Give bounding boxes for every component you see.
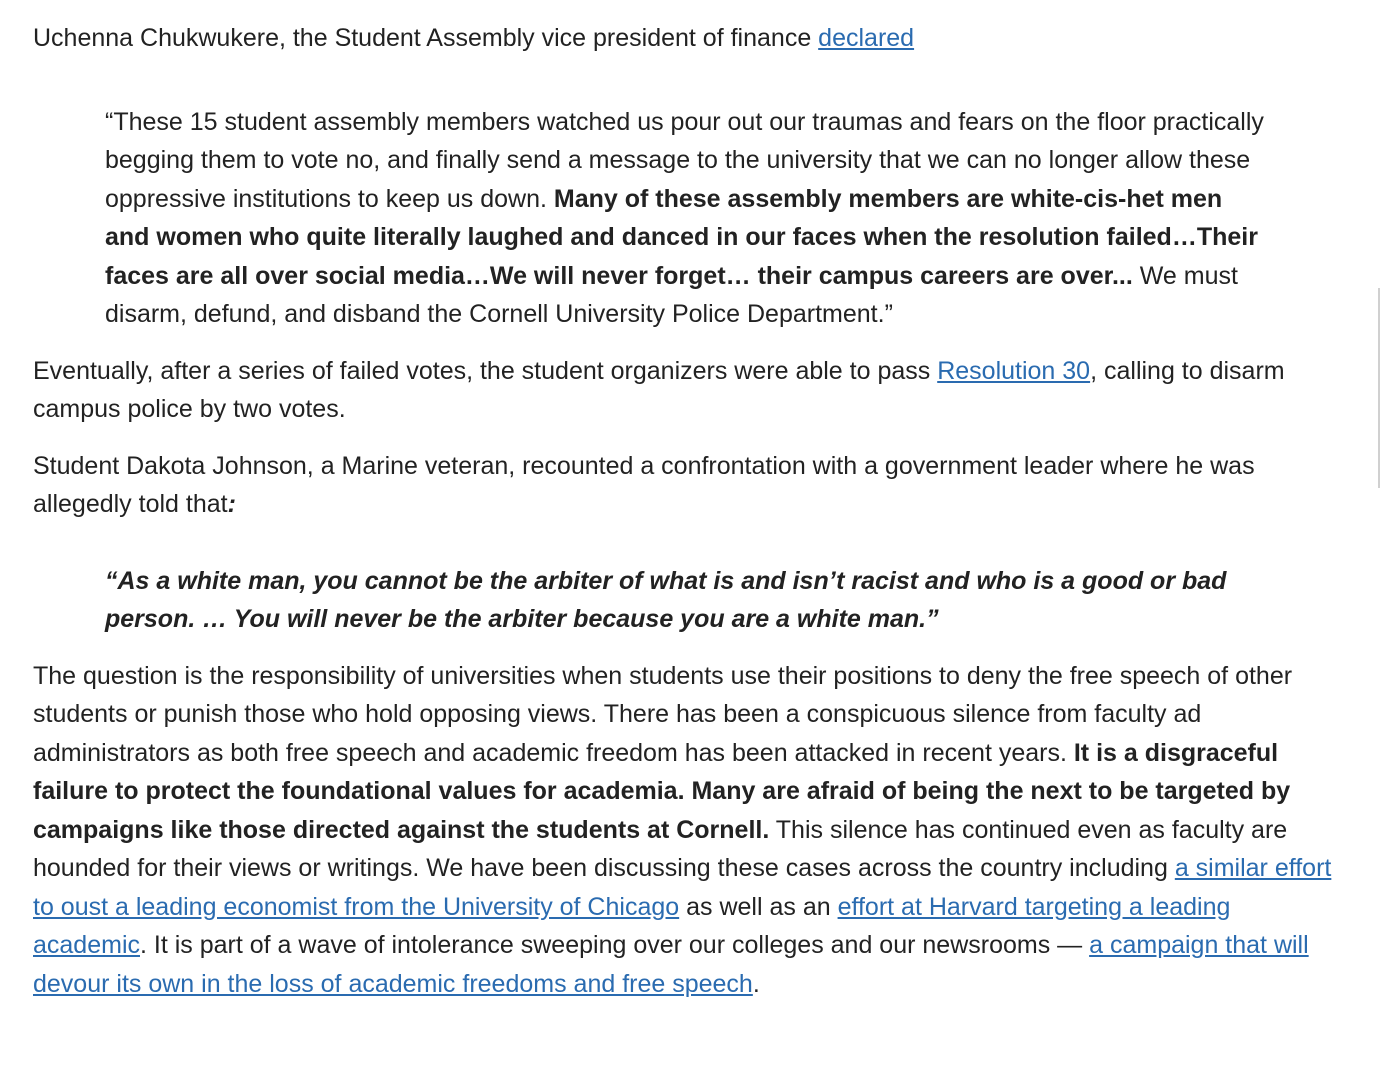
- paragraph-text: The question is the responsibility of universities when students use their positions to deny the free speech of other students or punish those who hold opposing views. There has been a conspicuous silence from faculty ad administrators as both free speech and academic freedom has been attacked in recent years.: [33, 661, 1293, 767]
- paragraph-text: This silence has continued even as faculty are hounded for their views or writings. We have been discussing these cases across the country including: [33, 815, 1288, 882]
- quote-plain-start: “These 15 student assembly members watched us pour out our traumas and fears on the floor practically begging them to vote no, and finally send a message to the university that we can no longer allow these oppressive institutions to keep us down.: [105, 107, 1264, 213]
- declared-link[interactable]: declared: [818, 24, 915, 52]
- paragraph-johnson: [33, 447, 1333, 524]
- quote-plain-end: We must disarm, defund, and disband the Cornell University Police Department.”: [105, 261, 1238, 328]
- paragraph-text: , calling to disarm campus police by two votes.: [33, 356, 1285, 423]
- paragraph-text: Uchenna Chukwukere, the Student Assembly vice president of finance: [33, 24, 819, 52]
- paragraph-text: . It is part of a wave of intolerance sweeping over our colleges and our newsrooms —: [140, 931, 1090, 959]
- paragraph-text: as well as an: [679, 892, 838, 921]
- academic-freedoms-link[interactable]: a campaign that will devour its own in the loss of academic freedoms and free speech: [33, 931, 1309, 998]
- quote-bold: Many of these assembly members are white-cis-het men and women who quite literally laughed and danced in our faces when the resolution failed…Their faces are all over social media…We will never forget… their campus careers are over...: [105, 184, 1258, 290]
- blockquote-johnson: [33, 542, 1333, 639]
- paragraph-text: .: [752, 969, 760, 998]
- harvard-academic-link[interactable]: effort at Harvard targeting a leading academic: [33, 892, 1231, 959]
- paragraph-resolution: [33, 352, 1333, 429]
- quote-text: “As a white man, you cannot be the arbiter of what is and isn’t racist and who is a good or bad person. … You will never be the arbiter because you are a white man.”: [105, 566, 1227, 633]
- resolution-30-link[interactable]: Resolution 30: [937, 356, 1091, 385]
- paragraph-text: Eventually, after a series of failed votes, the student organizers were able to pass: [33, 356, 938, 385]
- colon: :: [227, 490, 236, 518]
- blockquote-chukwukere: [33, 76, 1333, 334]
- chicago-economist-link[interactable]: a similar effort to oust a leading economist from the University of Chicago: [33, 854, 1332, 921]
- quote-text: [105, 103, 1273, 334]
- paragraph-bold: It is a disgraceful failure to protect the foundational values for academia. Many are afraid of being the next to be targeted by campaigns like those directed against the students at Cornell.: [33, 738, 1291, 844]
- paragraph-text: Student Dakota Johnson, a Marine veteran, recounted a confrontation with a government leader where he was allegedly told that: [33, 451, 1255, 518]
- paragraph-chukwukere: [33, 19, 1333, 58]
- article-body: [33, 19, 1333, 1021]
- paragraph-question: [33, 657, 1333, 1004]
